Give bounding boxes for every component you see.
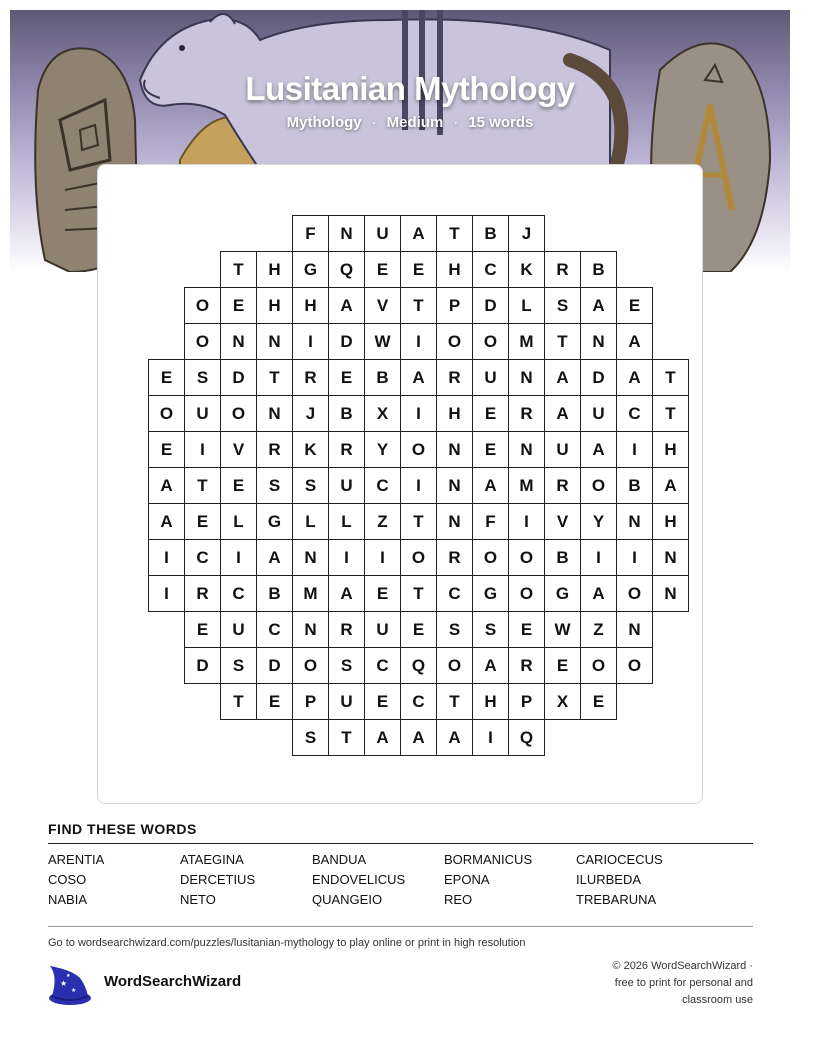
grid-cell: Z (580, 611, 617, 648)
grid-cell: A (544, 359, 581, 396)
word-item: NETO (180, 892, 216, 907)
grid-cell: R (544, 251, 581, 288)
grid-cell: P (436, 287, 473, 324)
grid-cell: R (436, 539, 473, 576)
grid-cell: W (544, 611, 581, 648)
grid-cell: C (436, 575, 473, 612)
grid-cell: A (148, 503, 185, 540)
grid-cell: L (508, 287, 545, 324)
grid-cell: N (292, 611, 329, 648)
grid-cell: J (508, 215, 545, 252)
grid-cell: E (148, 359, 185, 396)
grid-cell: E (220, 287, 257, 324)
grid-cell: K (292, 431, 329, 468)
grid-cell: A (580, 287, 617, 324)
grid-cell: E (472, 431, 509, 468)
grid-cell: S (292, 467, 329, 504)
grid-cell: C (256, 611, 293, 648)
grid-cell: A (616, 323, 653, 360)
grid-cell: U (364, 215, 401, 252)
grid-cell: A (328, 575, 365, 612)
grid-cell: I (400, 467, 437, 504)
grid-cell: A (472, 467, 509, 504)
divider (48, 926, 753, 927)
grid-cell: D (580, 359, 617, 396)
grid-cell: U (472, 359, 509, 396)
grid-cell: V (364, 287, 401, 324)
grid-cell: V (220, 431, 257, 468)
grid-cell: U (580, 395, 617, 432)
grid-cell: R (328, 431, 365, 468)
grid-cell: X (364, 395, 401, 432)
grid-cell: O (580, 467, 617, 504)
grid-cell: O (292, 647, 329, 684)
grid-cell: A (364, 719, 401, 756)
grid-cell: C (616, 395, 653, 432)
grid-cell: R (328, 611, 365, 648)
grid-cell: R (508, 395, 545, 432)
grid-cell: S (544, 287, 581, 324)
grid-cell: O (148, 395, 185, 432)
grid-cell: O (400, 539, 437, 576)
grid-cell: U (184, 395, 221, 432)
grid-cell: I (148, 539, 185, 576)
copyright-line: classroom use (682, 994, 753, 1006)
grid-cell: I (220, 539, 257, 576)
grid-cell: D (256, 647, 293, 684)
grid-cell: B (328, 395, 365, 432)
grid-cell: T (220, 683, 257, 720)
grid-cell: O (508, 539, 545, 576)
grid-cell: A (652, 467, 689, 504)
grid-cell: M (508, 467, 545, 504)
grid-cell: S (220, 647, 257, 684)
grid-cell: A (400, 719, 437, 756)
grid-cell: E (616, 287, 653, 324)
grid-cell: M (508, 323, 545, 360)
grid-cell: C (364, 647, 401, 684)
grid-cell: G (544, 575, 581, 612)
grid-cell: F (292, 215, 329, 252)
puzzle-meta (10, 114, 790, 131)
grid-cell: R (256, 431, 293, 468)
grid-cell: Y (364, 431, 401, 468)
grid-cell: G (472, 575, 509, 612)
grid-cell: O (508, 575, 545, 612)
grid-cell: D (472, 287, 509, 324)
grid-cell: E (364, 575, 401, 612)
grid-cell: P (508, 683, 545, 720)
grid-cell: B (472, 215, 509, 252)
grid-cell: K (508, 251, 545, 288)
grid-cell: N (436, 503, 473, 540)
svg-text:★: ★ (60, 979, 68, 988)
separator-dot: · (371, 114, 377, 131)
word-item: ILURBEDA (576, 872, 642, 887)
grid-cell: L (220, 503, 257, 540)
word-item: TREBARUNA (576, 892, 657, 907)
grid-cell: E (364, 251, 401, 288)
svg-text:★: ★ (66, 973, 71, 979)
grid-cell: T (652, 359, 689, 396)
grid-cell: A (400, 359, 437, 396)
separator-dot: · (453, 114, 459, 131)
copyright-notice (583, 958, 753, 1009)
grid-cell: W (364, 323, 401, 360)
category-label: Mythology (286, 114, 362, 131)
word-item: EPONA (444, 872, 490, 887)
grid-cell: H (256, 287, 293, 324)
grid-cell: I (616, 431, 653, 468)
grid-cell: R (544, 467, 581, 504)
grid-cell: E (148, 431, 185, 468)
word-item: BORMANICUS (444, 852, 533, 867)
grid-cell: N (328, 215, 365, 252)
grid-cell: D (328, 323, 365, 360)
grid-cell: B (256, 575, 293, 612)
grid-cell: G (256, 503, 293, 540)
grid-cell: H (292, 287, 329, 324)
grid-cell: N (256, 395, 293, 432)
grid-cell: R (436, 359, 473, 396)
grid-cell: J (292, 395, 329, 432)
grid-cell: E (184, 503, 221, 540)
grid-cell: E (400, 611, 437, 648)
grid-cell: C (184, 539, 221, 576)
puzzle-card (97, 164, 703, 804)
word-list (48, 852, 753, 908)
grid-cell: C (364, 467, 401, 504)
grid-cell: S (184, 359, 221, 396)
difficulty-label: Medium (386, 114, 444, 131)
grid-cell: X (544, 683, 581, 720)
grid-cell: Q (508, 719, 545, 756)
grid-cell: E (472, 395, 509, 432)
grid-cell: T (184, 467, 221, 504)
grid-cell: S (292, 719, 329, 756)
word-item: ENDOVELICUS (312, 872, 406, 887)
word-item: NABIA (48, 892, 88, 907)
grid-cell: C (220, 575, 257, 612)
grid-cell: N (580, 323, 617, 360)
grid-cell: I (616, 539, 653, 576)
word-item: COSO (48, 872, 87, 887)
grid-cell: U (364, 611, 401, 648)
grid-cell: B (616, 467, 653, 504)
grid-cell: G (292, 251, 329, 288)
grid-cell: A (580, 575, 617, 612)
grid-cell: A (544, 395, 581, 432)
grid-cell: H (652, 431, 689, 468)
grid-cell: E (256, 683, 293, 720)
grid-cell: E (184, 611, 221, 648)
grid-cell: I (328, 539, 365, 576)
word-item: ATAEGINA (180, 852, 244, 867)
grid-cell: R (292, 359, 329, 396)
grid-cell: M (292, 575, 329, 612)
grid-cell: O (472, 539, 509, 576)
grid-cell: B (364, 359, 401, 396)
grid-cell: Z (364, 503, 401, 540)
grid-cell: U (220, 611, 257, 648)
grid-cell: O (580, 647, 617, 684)
grid-cell: A (256, 539, 293, 576)
grid-cell: O (472, 323, 509, 360)
grid-cell: T (436, 683, 473, 720)
grid-cell: N (436, 467, 473, 504)
grid-cell: A (616, 359, 653, 396)
grid-cell: D (220, 359, 257, 396)
grid-cell: A (472, 647, 509, 684)
grid-cell: O (220, 395, 257, 432)
grid-cell: N (436, 431, 473, 468)
grid-cell: E (580, 683, 617, 720)
grid-cell: Q (400, 647, 437, 684)
grid-cell: N (616, 503, 653, 540)
grid-cell: H (436, 395, 473, 432)
grid-cell: N (256, 323, 293, 360)
grid-cell: I (184, 431, 221, 468)
grid-cell: N (652, 575, 689, 612)
grid-cell: B (580, 251, 617, 288)
grid-cell: I (580, 539, 617, 576)
grid-cell: O (616, 575, 653, 612)
page-title: Lusitanian Mythology (245, 70, 575, 107)
grid-cell: I (148, 575, 185, 612)
brand-name: WordSearchWizard (104, 973, 242, 990)
grid-cell: T (256, 359, 293, 396)
grid-cell: U (544, 431, 581, 468)
grid-cell: O (184, 287, 221, 324)
word-item: ARENTIA (48, 852, 105, 867)
grid-cell: S (328, 647, 365, 684)
wizard-hat-icon (46, 964, 92, 1006)
word-item: REO (444, 892, 473, 907)
grid-cell: T (544, 323, 581, 360)
grid-cell: T (328, 719, 365, 756)
grid-cell: A (436, 719, 473, 756)
word-item: BANDUA (312, 852, 367, 867)
grid-cell: O (184, 323, 221, 360)
grid-cell: I (400, 323, 437, 360)
grid-cell: T (436, 215, 473, 252)
grid-cell: O (436, 323, 473, 360)
word-item: DERCETIUS (180, 872, 256, 887)
grid-cell: E (364, 683, 401, 720)
grid-cell: T (400, 287, 437, 324)
grid-cell: N (616, 611, 653, 648)
grid-cell: T (220, 251, 257, 288)
grid-cell: U (328, 683, 365, 720)
grid-cell: N (508, 359, 545, 396)
word-list-heading: FIND THESE WORDS (48, 821, 197, 837)
word-count-label: 15 words (468, 114, 534, 131)
grid-cell: N (652, 539, 689, 576)
grid-cell: I (472, 719, 509, 756)
svg-text:★: ★ (71, 987, 77, 994)
grid-cell: E (508, 611, 545, 648)
grid-cell: A (580, 431, 617, 468)
word-item: CARIOCECUS (576, 852, 663, 867)
grid-cell: R (184, 575, 221, 612)
grid-cell: I (508, 503, 545, 540)
grid-cell: P (292, 683, 329, 720)
grid-cell: F (472, 503, 509, 540)
divider (48, 843, 753, 844)
grid-cell: D (184, 647, 221, 684)
grid-cell: R (508, 647, 545, 684)
word-item: QUANGEIO (312, 892, 383, 907)
grid-cell: Y (580, 503, 617, 540)
grid-cell: S (436, 611, 473, 648)
grid-cell: B (544, 539, 581, 576)
grid-cell: T (400, 503, 437, 540)
grid-cell: O (436, 647, 473, 684)
grid-cell: H (652, 503, 689, 540)
grid-cell: H (472, 683, 509, 720)
grid-cell: H (256, 251, 293, 288)
grid-cell: I (364, 539, 401, 576)
grid-cell: E (400, 251, 437, 288)
grid-cell: E (220, 467, 257, 504)
grid-cell: V (544, 503, 581, 540)
grid-cell: E (328, 359, 365, 396)
grid-cell: S (256, 467, 293, 504)
grid-cell: T (652, 395, 689, 432)
grid-cell: O (400, 431, 437, 468)
grid-cell: L (292, 503, 329, 540)
grid-cell: I (400, 395, 437, 432)
grid-cell: Q (328, 251, 365, 288)
copyright-line: © 2026 WordSearchWizard · (612, 960, 753, 972)
grid-cell: N (220, 323, 257, 360)
grid-cell: I (292, 323, 329, 360)
grid-cell: N (292, 539, 329, 576)
grid-cell: A (328, 287, 365, 324)
grid-cell: T (400, 575, 437, 612)
grid-cell: U (328, 467, 365, 504)
play-online-link[interactable]: Go to wordsearchwizard.com/puzzles/lusitanian-mythology to play online or print in high resolution (48, 937, 526, 949)
grid-cell: E (544, 647, 581, 684)
grid-cell: A (400, 215, 437, 252)
grid-cell: O (616, 647, 653, 684)
grid-cell: N (508, 431, 545, 468)
copyright-line: free to print for personal and (614, 977, 753, 989)
grid-cell: A (148, 467, 185, 504)
grid-cell: L (328, 503, 365, 540)
grid-cell: C (400, 683, 437, 720)
grid-cell: S (472, 611, 509, 648)
grid-cell: H (436, 251, 473, 288)
grid-cell: C (472, 251, 509, 288)
